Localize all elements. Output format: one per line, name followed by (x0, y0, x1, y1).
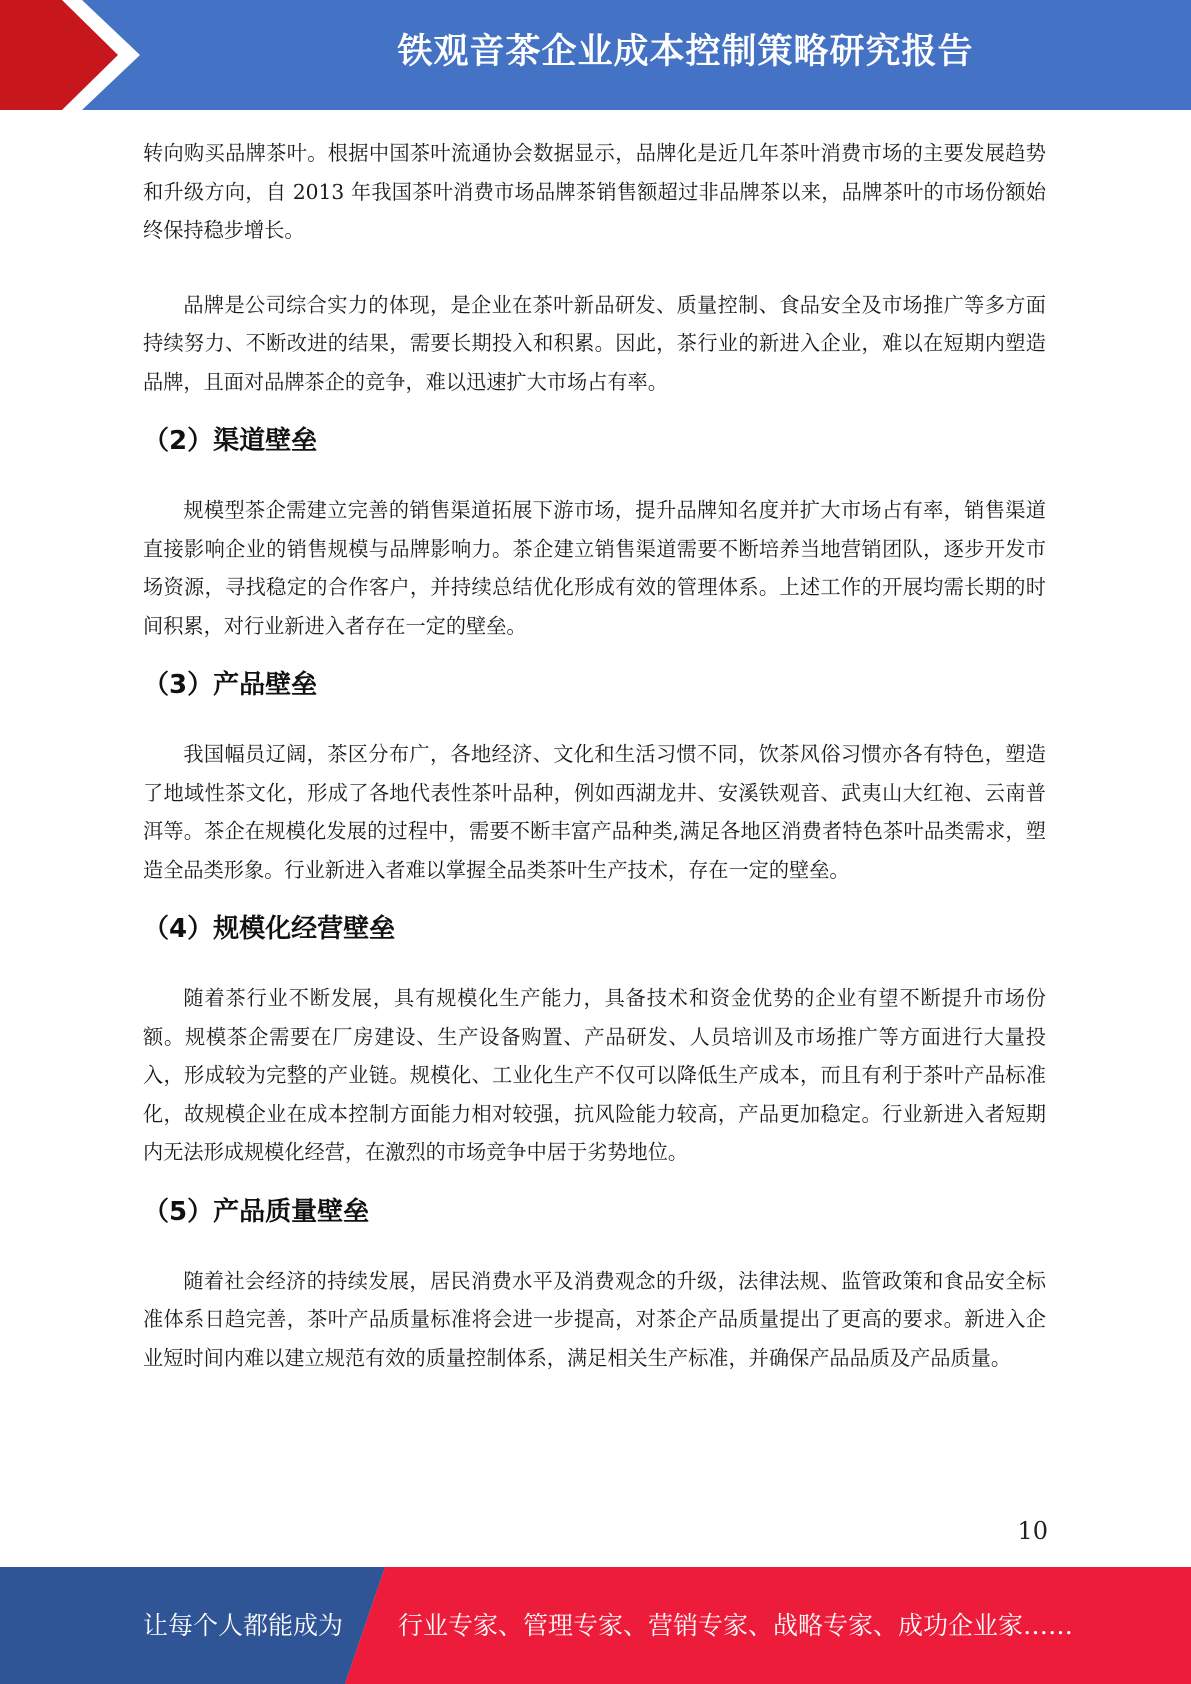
document-body (143, 134, 1046, 1377)
page-footer (0, 1567, 1191, 1684)
paragraph-brand-barrier: 品牌是公司综合实力的体现，是企业在茶叶新品研发、质量控制、食品安全及市场推广等多方面持续努力、不断改进的结果，需要长期投入和积累。因此，茶行业的新进入企业，难以在短期内塑造品牌，且面对品牌茶企的竞争，难以迅速扩大市场占有率。 (143, 292, 1046, 394)
footer-slogan-right: 行业专家、管理专家、营销专家、战略专家、成功企业家…… (398, 1611, 1074, 1640)
report-title: 铁观音茶企业成本控制策略研究报告 (397, 32, 974, 72)
section-heading-product-barrier: （3）产品壁垒 (143, 670, 318, 700)
paragraph-brand-trend: 转向购买品牌茶叶。根据中国茶叶流通协会数据显示，品牌化是近几年茶叶消费市场的主要发展趋势和升级方向，自 2013 年我国茶叶消费市场品牌茶销售额超过非品牌茶以来，品牌茶叶的市场份额始终保持稳步增长。 (143, 141, 1046, 242)
paragraph-product-barrier: 我国幅员辽阔，茶区分布广，各地经济、文化和生活习惯不同，饮茶风俗习惯亦各有特色，塑造了地域性茶文化，形成了各地代表性茶叶品种，例如西湖龙井、安溪铁观音、武夷山大红袍、云南普洱等。茶企在规模化发展的过程中，需要不断丰富产品种类,满足各地区消费者特色茶叶品类需求，塑造全品类形象。行业新进入者难以掌握全品类茶叶生产技术，存在一定的壁垒。 (143, 742, 1046, 882)
section-heading-scale-barrier: （4）规模化经营壁垒 (143, 914, 396, 944)
header-arrow-decoration (0, 0, 160, 110)
page-header (0, 0, 1191, 110)
paragraph-channel-barrier: 规模型茶企需建立完善的销售渠道拓展下游市场，提升品牌知名度并扩大市场占有率，销售渠道直接影响企业的销售规模与品牌影响力。茶企建立销售渠道需要不断培养当地营销团队，逐步开发市场资源，寻找稳定的合作客户，并持续总结优化形成有效的管理体系。上述工作的开展均需长期的时间积累，对行业新进入者存在一定的壁垒。 (143, 498, 1046, 638)
paragraph-scale-barrier: 随着茶行业不断发展，具有规模化生产能力，具备技术和资金优势的企业有望不断提升市场份额。规模茶企需要在厂房建设、生产设备购置、产品研发、人员培训及市场推广等方面进行大量投入，形成较为完整的产业链。规模化、工业化生产不仅可以降低生产成本，而且有利于茶叶产品标准化，故规模企业在成本控制方面能力相对较强，抗风险能力较高，产品更加稳定。行业新进入者短期内无法形成规模化经营，在激烈的市场竞争中居于劣势地位。 (143, 986, 1046, 1164)
footer-slogan-left: 让每个人都能成为 (143, 1611, 344, 1640)
section-heading-channel-barrier: （2）渠道壁垒 (143, 426, 318, 456)
page-number: 10 (1017, 1517, 1048, 1545)
paragraph-quality-barrier: 随着社会经济的持续发展，居民消费水平及消费观念的升级，法律法规、监管政策和食品安全标准体系日趋完善，茶叶产品质量标准将会进一步提高，对茶企产品质量提出了更高的要求。新进入企业短时间内难以建立规范有效的质量控制体系，满足相关生产标准，并确保产品品质及产品质量。 (143, 1268, 1046, 1370)
section-heading-quality-barrier: （5）产品质量壁垒 (143, 1196, 370, 1227)
